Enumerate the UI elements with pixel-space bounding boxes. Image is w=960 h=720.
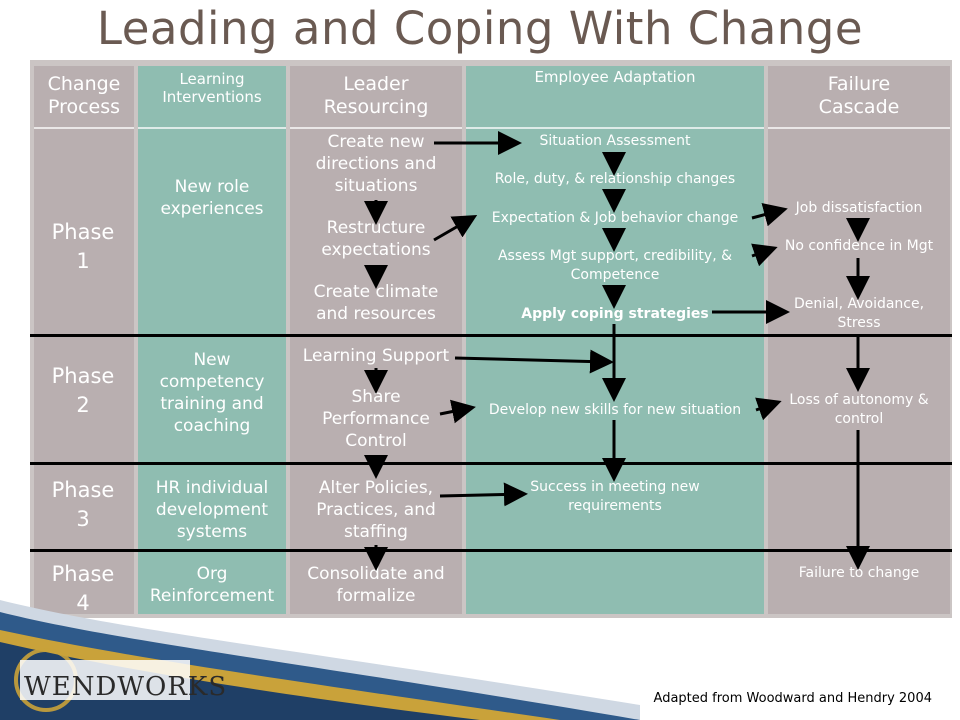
arrow-develop-to-loss xyxy=(756,403,776,410)
source-credit: Adapted from Woodward and Hendry 2004 xyxy=(653,691,932,706)
leader-learning-support: Learning Support xyxy=(302,346,450,366)
header-employee-adaptation: Employee Adaptation xyxy=(534,68,696,86)
employee-success-new-requirements: Success in meeting new requirements xyxy=(530,479,700,514)
employee-develop-new-skills: Develop new skills for new situation xyxy=(488,402,742,418)
failure-job-dissatisfaction: Job dissatisfaction xyxy=(795,200,923,216)
failure-loss-autonomy: Loss of autonomy & control xyxy=(789,392,929,427)
phase-1-label: Phase 1 xyxy=(51,220,115,274)
employee-role-duty-changes: Role, duty, & relationship changes xyxy=(494,171,736,187)
arrow-alter-to-success xyxy=(440,494,522,496)
arrow-learning-support-to-employee xyxy=(455,358,608,362)
learning-new-competency-training: New competency training and coaching xyxy=(159,350,265,437)
learning-hr-development-systems: HR individual development systems xyxy=(155,478,269,543)
learning-new-role-experiences: New role experiences xyxy=(160,177,264,220)
phase-4-label: Phase 4 xyxy=(51,562,115,616)
leader-share-performance-control: Share Performance Control xyxy=(322,387,430,452)
employee-apply-coping-strategies: Apply coping strategies xyxy=(521,306,709,322)
phase-3-label: Phase 3 xyxy=(51,478,115,532)
employee-expectation-change: Expectation & Job behavior change xyxy=(491,210,739,226)
failure-denial-avoidance: Denial, Avoidance, Stress xyxy=(793,296,925,331)
logo-text: WENDWORKS xyxy=(24,672,228,702)
failure-no-confidence: No confidence in Mgt xyxy=(784,238,934,254)
leader-create-new-directions: Create new directions and situations xyxy=(315,132,437,197)
arrow-assess-to-no-confidence xyxy=(752,249,772,256)
leader-consolidate-formalize: Consolidate and formalize xyxy=(307,564,445,607)
header-change-process: Change Process xyxy=(47,73,121,118)
leader-alter-policies: Alter Policies, Practices, and staffing xyxy=(316,478,436,543)
arrow-expectation-to-dissatisfaction xyxy=(752,210,782,218)
leader-create-climate: Create climate and resources xyxy=(313,282,439,325)
arrow-restructure-to-expectation xyxy=(434,218,472,240)
leader-restructure-expectations: Restructure expectations xyxy=(321,218,431,261)
header-learning-interventions: Learning Interventions xyxy=(162,70,262,106)
phase-2-label: Phase 2 xyxy=(51,364,115,418)
learning-org-reinforcement: Org Reinforcement xyxy=(149,564,275,607)
page-title: Leading and Coping With Change xyxy=(96,2,864,55)
employee-situation-assessment: Situation Assessment xyxy=(539,133,691,149)
failure-to-change: Failure to change xyxy=(798,565,920,581)
employee-assess-mgt-support: Assess Mgt support, credibility, & Competence xyxy=(497,248,733,283)
header-failure-cascade: Failure Cascade xyxy=(818,73,900,118)
arrow-share-to-develop xyxy=(440,408,470,414)
header-leader-resourcing: Leader Resourcing xyxy=(323,73,429,118)
